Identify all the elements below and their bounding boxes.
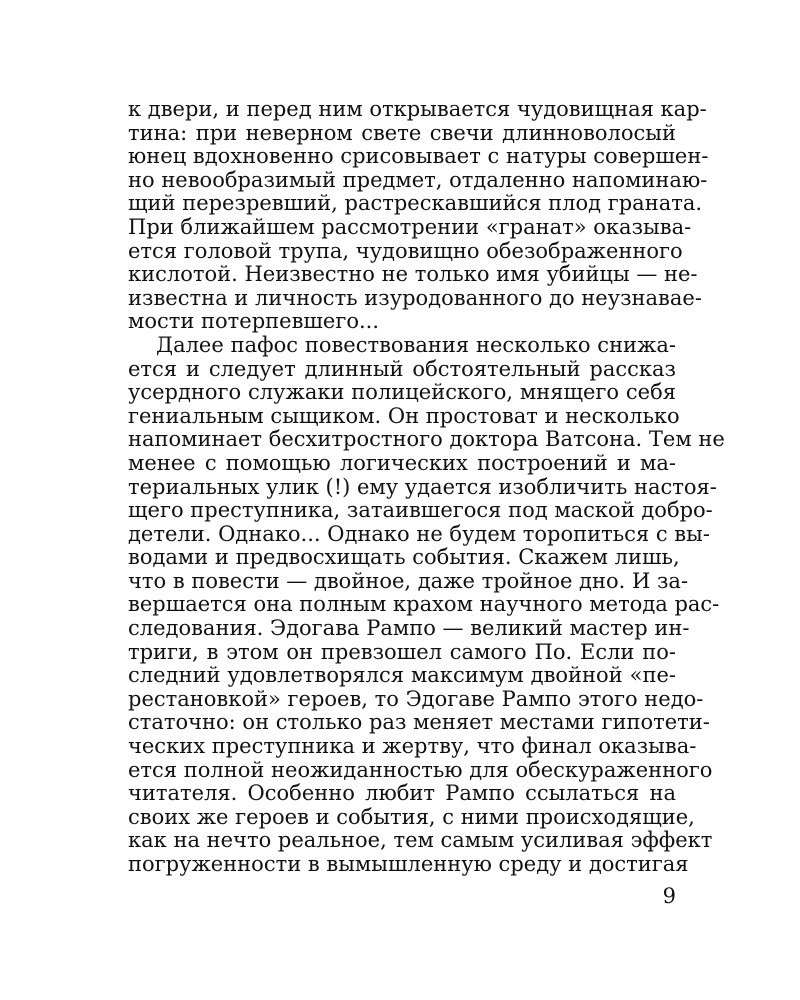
text-line: погруженности в вымышленную среду и достигая [128,852,689,876]
text-line: ческих преступника и жертву, что финал оказыва- [128,734,697,759]
text-line: При ближайшем рассмотрении «гранат» оказыва- [128,214,692,239]
text-line: известна и личность изуродованного до неузнавае- [128,285,702,310]
text-line: менее с помощью логических построений и ма- [128,450,676,475]
text-line: рестановкой» героев, то Эдогаве Рампо этого недо- [128,686,704,711]
text-line: щего преступника, затаившегося под маской добро- [128,498,713,523]
text-line: кислотой. Неизвестно не только имя убийцы — не- [128,262,698,287]
text-line: гениальным сыщиком. Он простоват и несколько [128,403,680,428]
text-line: ется головой трупа, чудовищно обезображенного [128,238,683,263]
page-number: 9 [662,884,676,908]
text-line: усердного служаки полицейского, мнящего себя [128,380,676,405]
text-line: читателя. Особенно любит Рампо ссылаться на [128,781,676,806]
body-text [128,97,725,877]
text-line: юнец вдохновенно срисовывает с натуры совершен- [128,144,709,169]
text-line: териальных улик (!) ему удается изобличить настоя- [128,474,717,499]
text-line: следний удовлетворялся максимум двойной «пе- [128,663,676,688]
text-line: ется и следует длинный обстоятельный рассказ [128,356,676,381]
text-line: ется полной неожиданностью для обескураженного [128,757,713,782]
text-line-paragraph-end: мости потерпевшего... [128,309,380,334]
text-line: вершается она полным крахом научного метода рас- [128,592,720,617]
text-line: тина: при неверном свете свечи длинноволосый [128,120,676,145]
text-line: статочно: он столько раз меняет местами гипотети- [128,710,710,735]
text-line-paragraph-start: Далее пафос повествования несколько снижа- [156,332,676,357]
text-line: но невообразимый предмет, отдаленно напоминаю- [128,167,708,192]
text-line: следования. Эдогава Рампо — великий мастер ин- [128,616,690,641]
text-line: напоминает бесхитростного доктора Ватсона. Тем не [128,427,725,452]
text-line: триги, в этом он превзошел самого По. Если по- [128,639,676,664]
text-line: щий перезревший, растрескавшийся плод граната. [128,191,703,216]
text-line: к двери, и перед ним открывается чудовищная кар- [128,97,707,121]
text-line: как на нечто реальное, тем самым усиливая эффект [128,828,713,853]
text-line: водами и предвосхищать события. Скажем лишь, [128,545,680,570]
text-line: своих же героев и события, с ними происходящие, [128,804,695,829]
text-line: что в повести — двойное, даже тройное дно. И за- [128,568,689,593]
text-line: детели. Однако... Однако не будем торопиться с вы- [128,521,710,546]
